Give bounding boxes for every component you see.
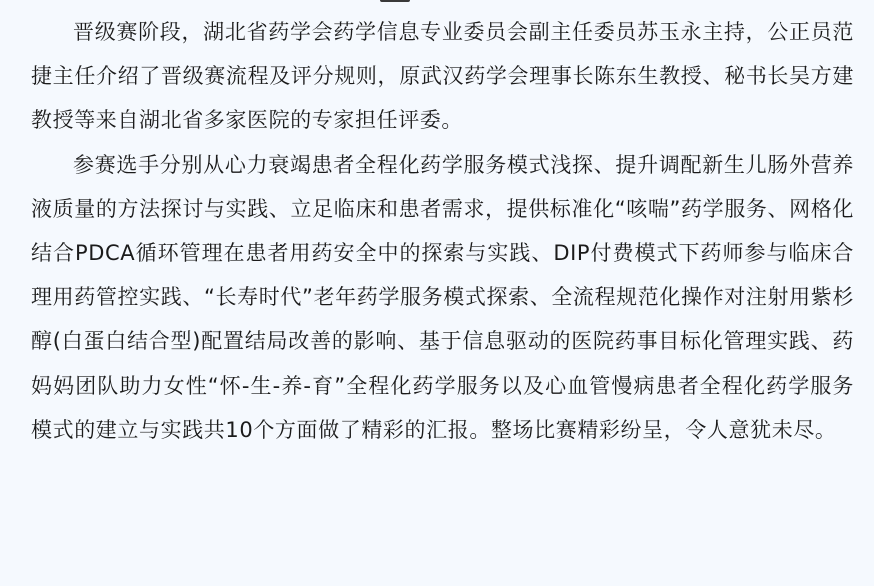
paragraph-judges: 晋级赛阶段，湖北省药学会药学信息专业委员会副主任委员苏玉永主持，公正员范捷主任介绍了晋级赛流程及评分规则，原武汉药学会理事长陈东生教授、秘书长吴方建教授等来自湖北省多家医院的专家担任评委。	[31, 20, 854, 133]
paragraph-presentations: 参赛选手分别从心力衰竭患者全程化药学服务模式浅探、提升调配新生儿肠外营养液质量的方法探讨与实践、立足临床和患者需求，提供标准化“咳喘”药学服务、网格化结合PDCA循环管理在患者用药安全中的探索与实践、DIP付费模式下药师参与临床合理用药管控实践、“长寿时代”老年药学服务模式探索、全流程规范化操作对注射用紫杉醇(白蛋白结合型)配置结局改善的影响、基于信息驱动的医院药事目标化管理实践、药妈妈团队助力女性“怀-生-养-育”全程化药学服务以及心血管慢病患者全程化药学服务模式的建立与实践共10个方面做了精彩的汇报。整场比赛精彩纷呈，令人意犹未尽。	[31, 152, 854, 442]
cropped-heading-fragment	[380, 0, 475, 4]
